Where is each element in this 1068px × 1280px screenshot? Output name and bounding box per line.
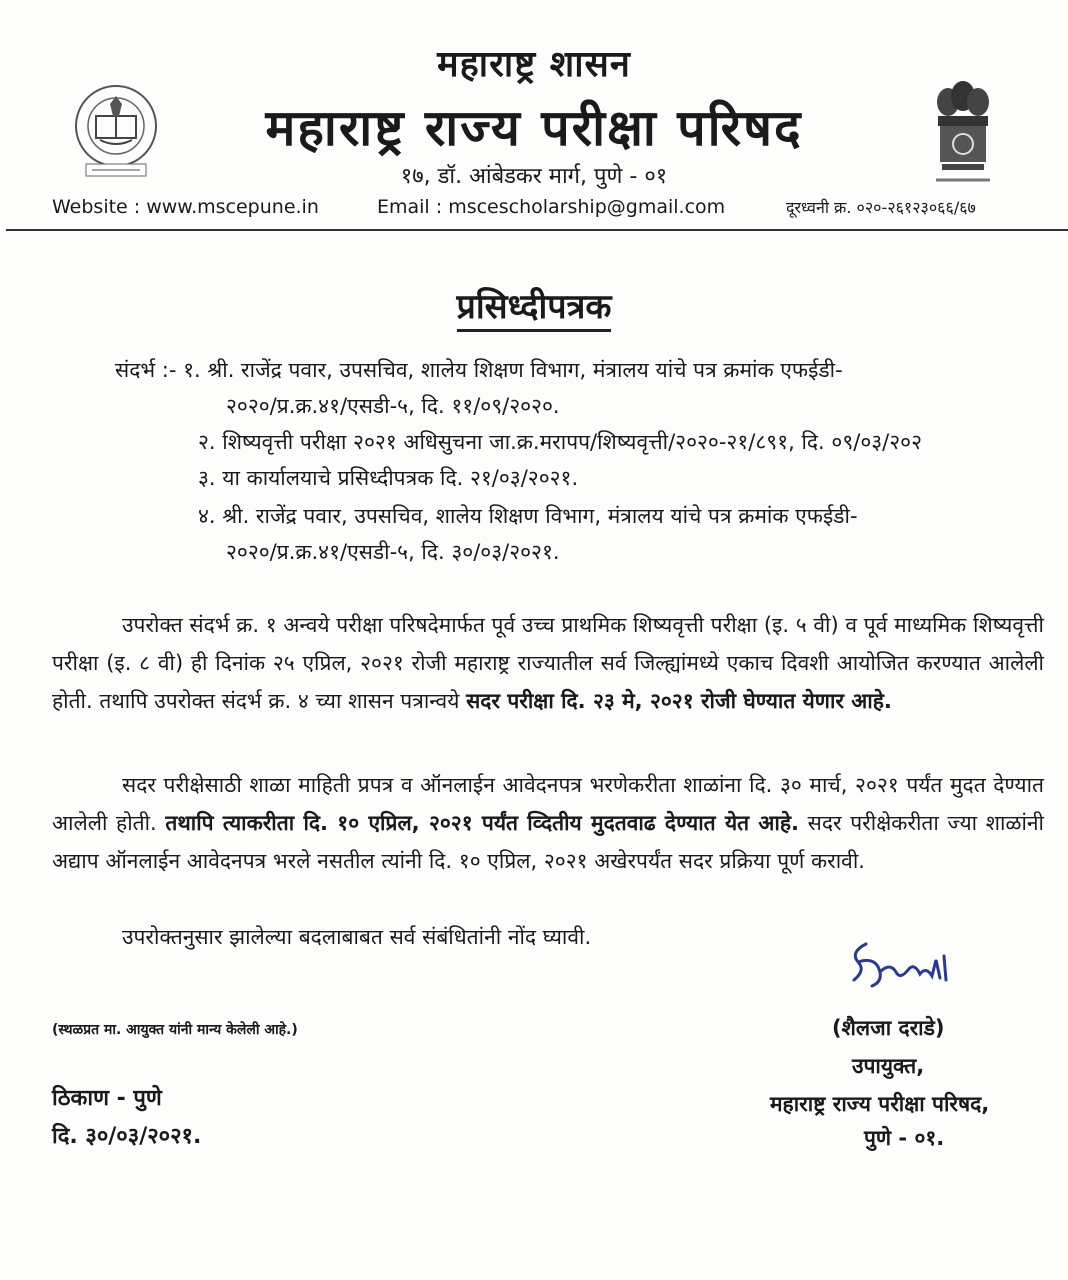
reference-item-1-cont: २०२०/प्र.क्र.४१/एसडी-५, दि. ११/०९/२०२०. <box>226 394 560 418</box>
reference-item-4: ४. श्री. राजेंद्र पवार, उपसचिव, शालेय शिक्षण विभाग, मंत्रालय यांचे पत्र क्रमांक एफईडी- <box>198 504 858 528</box>
body-paragraph-1 <box>52 606 1044 720</box>
council-name-heading: महाराष्ट्र राज्य परीक्षा परिषद <box>265 99 803 157</box>
signatory-designation: उपायुक्त, <box>852 1054 925 1078</box>
paragraph-1-highlight: सदर परीक्षा दि. २३ मे, २०२१ रोजी घेण्यात येणार आहे. <box>466 689 892 713</box>
paragraph-2-text: सदर परीक्षेसाठी शाळा माहिती प्रपत्र व ऑनलाईन आवेदनपत्र भरणेकरीता शाळांना दि. ३० मार्च, २०२१ पर्यंत मुदत देण्यात आलेली होती. <box>52 773 1044 835</box>
issue-place: ठिकाण - पुणे <box>52 1086 162 1111</box>
reference-item-3: ३. या कार्यालयाचे प्रसिध्दीपत्रक दि. २१/०३/२०२१. <box>198 466 579 490</box>
approval-note: (स्थळप्रत मा. आयुक्त यांनी मान्य केलेली आहे.) <box>52 1022 298 1038</box>
reference-item-2: २. शिष्यवृत्ती परीक्षा २०२१ अधिसुचना जा.क्र.मरापप/शिष्यवृत्ती/२०२०-२१/८९१, दि. ०९/०३/२०२ <box>198 430 922 454</box>
website-text: Website : www.mscepune.in <box>52 196 319 218</box>
reference-line-1 <box>115 356 843 384</box>
phone-text: दूरध्वनी क्र. ०२०-२६१२३०६६/६७ <box>786 198 976 217</box>
signatory-name: (शैलजा दराडे) <box>832 1016 945 1040</box>
reference-label: संदर्भ :- <box>115 358 184 382</box>
signatory-office: महाराष्ट्र राज्य परीक्षा परिषद, <box>770 1092 990 1116</box>
header-divider <box>6 229 1068 231</box>
body-paragraph-2 <box>52 766 1044 880</box>
paragraph-2-highlight: तथापि त्याकरीता दि. १० एप्रिल, २०२१ पर्यंत व्दितीय मुदतवाढ देण्यात येत आहे. <box>165 811 799 835</box>
paragraph-1-text: उपरोक्त संदर्भ क्र. १ अन्वये परीक्षा परिषदेमार्फत पूर्व उच्च प्राथमिक शिष्यवृत्ती परीक्षा (इ. ५ वी) व पूर्व माध्यमिक शिष्यवृत्ती परीक्षा (इ. ८ वी) ही दिनांक २५ एप्रिल, २०२१ रोजी महाराष्ट्र राज्यातील सर्व जिल्ह्यांमध्ये एकाच दिवशी आयोजित करण्यात आलेली होती. तथापि उपरोक्त संदर्भ क्र. ४ च्या शासन पत्रान्वये <box>52 613 1044 713</box>
body-paragraph-3: उपरोक्तनुसार झालेल्या बदलाबाबत सर्व संबंधितांनी नोंद घ्यावी. <box>122 925 592 949</box>
document-title-text: प्रसिध्दीपत्रक <box>457 287 612 332</box>
reference-item-4-cont: २०२०/प्र.क्र.४१/एसडी-५, दि. ३०/०३/२०२१. <box>226 540 560 564</box>
office-address: १७, डॉ. आंबेडकर मार्ग, पुणे - ०१ <box>400 164 668 189</box>
email-text: Email : mscescholarship@gmail.com <box>377 196 726 218</box>
issue-date: दि. ३०/०३/२०२१. <box>52 1124 202 1149</box>
paragraph-2-text-end: सदर परीक्षेकरीता ज्या शाळांनी अद्याप ऑनलाईन आवेदनपत्र भरले नसतील त्यांनी दि. १० एप्रिल, २०२१ अखेरपर्यंत सदर प्रक्रिया पूर्ण करावी. <box>52 811 1044 873</box>
signatory-city: पुणे - ०१. <box>864 1126 945 1150</box>
document-title <box>0 282 1068 328</box>
signature-icon <box>836 926 976 1006</box>
government-heading: महाराष्ट्र शासन <box>437 44 631 85</box>
reference-item-1: १. श्री. राजेंद्र पवार, उपसचिव, शालेय शिक्षण विभाग, मंत्रालय यांचे पत्र क्रमांक एफईडी- <box>183 358 843 382</box>
contact-row <box>52 196 1048 224</box>
